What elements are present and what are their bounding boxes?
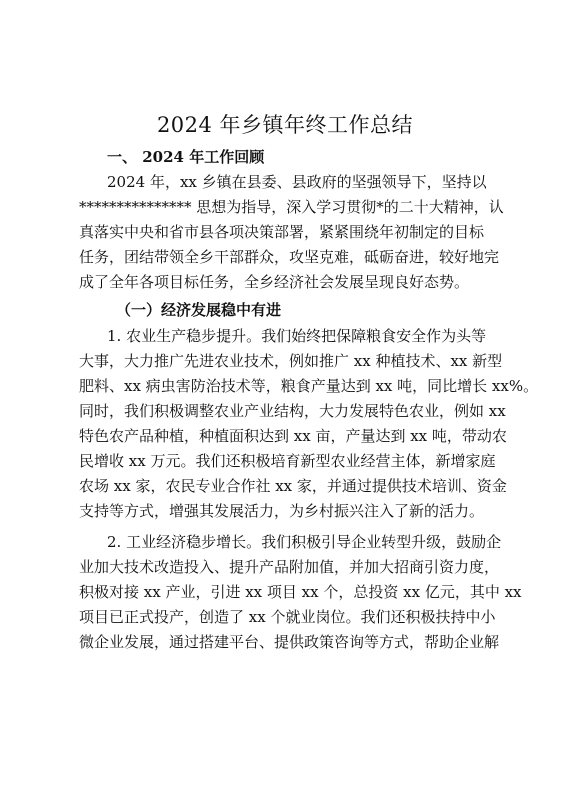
agri-line-3: 肥料、xx 病虫害防治技术等，粮食产量达到 xx 吨，同比增长 xx%。 <box>79 377 539 395</box>
agri-line-2: 大事，大力推广先进农业技术，例如推广 xx 种植技术、xx 新型 <box>79 352 503 370</box>
intro-line-2: *************** 思想为指导，深入学习贯彻*的二十大精神，认 <box>79 198 504 216</box>
industry-line-3: 积极对接 xx 产业，引进 xx 项目 xx 个，总投资 xx 亿元，其中 xx <box>79 583 522 601</box>
agri-line-6: 民增收 xx 万元。我们还积极培育新型农业经营主体，新增家庭 <box>79 452 496 470</box>
sub-heading-economy: （一）经济发展稳中有进 <box>116 301 282 319</box>
section-heading: 一、 2024 年工作回顾 <box>107 148 265 166</box>
industry-line-2: 业加大技术改造投入、提升产品附加值，并加大招商引资力度， <box>79 558 500 576</box>
agri-line-1: 1. 农业生产稳步提升。我们始终把保障粮食安全作为头等 <box>107 327 487 345</box>
intro-line-5: 成了全年各项目标任务，全乡经济社会发展呈现良好态势。 <box>79 273 470 291</box>
agri-line-5: 特色农产品种植，种植面积达到 xx 亩，产量达到 xx 吨，带动农 <box>79 427 507 445</box>
agri-line-7: 农场 xx 家，农民专业合作社 xx 家，并通过提供技术培训、资金 <box>79 477 507 495</box>
industry-line-4: 项目已正式投产，创造了 xx 个就业岗位。我们还积极扶持中小 <box>79 608 496 626</box>
agri-line-4: 同时，我们积极调整农业产业结构，大力发展特色农业，例如 xx <box>79 402 506 420</box>
intro-line-3: 真落实中央和省市县各项决策部署，紧紧围绕年初制定的目标 <box>79 223 485 241</box>
industry-line-1: 2. 工业经济稳步增长。我们积极引导企业转型升级，鼓励企 <box>107 533 502 551</box>
intro-line-4: 任务，团结带领全乡干部群众，攻坚克难，砥砺奋进，较好地完 <box>79 248 500 266</box>
agri-line-8: 支持等方式，增强其发展活力，为乡村振兴注入了新的活力。 <box>79 502 485 520</box>
intro-line-1: 2024 年，xx 乡镇在县委、县政府的坚强领导下，坚持以 <box>107 173 487 191</box>
industry-line-5: 微企业发展，通过搭建平台、提供政策咨询等方式，帮助企业解 <box>79 633 500 651</box>
document-title: 2024 年乡镇年终工作总结 <box>156 113 414 137</box>
